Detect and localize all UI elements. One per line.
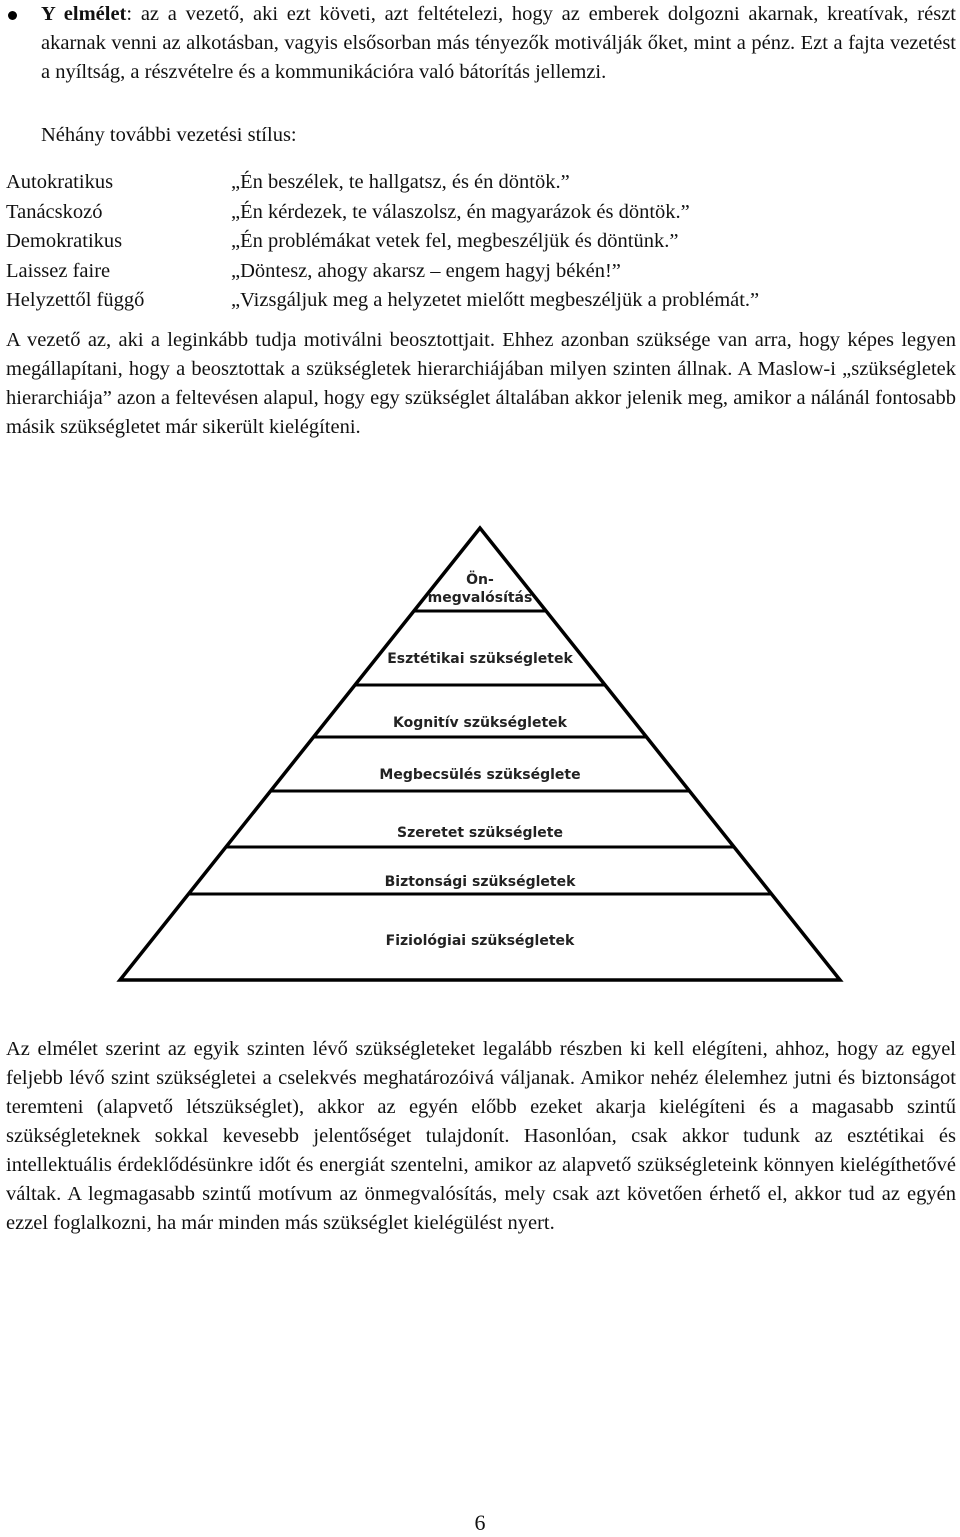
leadership-styles-list — [6, 168, 956, 316]
style-row — [6, 168, 956, 198]
style-quote: „Én problémákat vetek fel, megbeszéljük és döntünk.” — [231, 230, 679, 252]
style-row — [6, 198, 956, 228]
pyramid-top-label-line1: Ön- — [466, 572, 494, 588]
bullet-dot-icon — [8, 11, 17, 20]
style-row — [6, 227, 956, 257]
style-quote: „Döntesz, ahogy akarsz – engem hagyj békén!” — [231, 259, 621, 282]
style-quote: „Én beszélek, te hallgatsz, és én döntök.” — [231, 171, 570, 193]
pyramid-level-label: Kognitív szükségletek — [393, 715, 567, 731]
pyramid-level-label: Biztonsági szükségletek — [384, 874, 576, 890]
pyramid-level-label: Szeretet szükséglete — [397, 825, 563, 841]
page-number: 6 — [474, 1510, 486, 1535]
y-theory-text — [41, 0, 956, 87]
style-quote: „Vizsgáljuk meg a helyzetet mielőtt megbeszéljük a problémát.” — [231, 289, 760, 311]
style-name: Tanácskozó — [6, 200, 103, 223]
pyramid-level-label: Megbecsülés szükséglete — [379, 767, 581, 783]
y-theory-description: : az a vezető, aki ezt követi, azt feltételezi, hogy az emberek dolgozni akarnak, kreatívak, részt akarnak venni az alkotásban, vagyis elsősorban más tényezők motiválják őket, mint a pénz. Ezt a fajta vezetést a nyíltság, a részvételre és a kommunikációra való bátorítás jellemzi. — [41, 3, 956, 83]
pyramid-level-label: Esztétikai szükségletek — [387, 651, 573, 667]
style-name: Demokratikus — [6, 230, 123, 252]
style-quote: „Én kérdezek, te válaszolsz, én magyarázok és döntök.” — [231, 200, 690, 223]
style-row — [6, 286, 956, 316]
y-theory-name: Y elmélet — [41, 3, 127, 25]
maslow-explanation-paragraph: Az elmélet szerint az egyik szinten lévő szükségleteket legalább részben ki kell elégíteni, ahhoz, hogy az egyel feljebb lévő szint szükségletei a cselekvés meghatározóivá váljanak. Amikor nehéz élelemhez jutni és biztonságot teremteni (alapvető létszükséglet), akkor az egyén előbb ezeket akarja kielégíteni és a magasabb szintű szükségleteknek sokkal kevesebb jelentőséget tulajdonít. Hasonlóan, csak akkor tudunk az esztétikai és intellektuális érdeklődésünkre időt és energiát szentelni, amikor az alapvető szükségleteink könnyen kielégíthetővé váltak. A legmagasabb szintű motívum az önmegvalósítás, mely csak azt követően érhető el, akkor tud az egyén ezzel foglalkozni, ha már minden más szükséglet kielégülést nyert. — [6, 1038, 956, 1234]
pyramid-level-label: Fiziológiai szükségletek — [385, 933, 575, 949]
style-name: Laissez faire — [6, 259, 111, 282]
style-row — [6, 257, 956, 287]
maslow-pyramid — [100, 520, 860, 990]
maslow-intro-paragraph: A vezető az, aki a leginkább tudja motiválni beosztottjait. Ehhez azonban szüksége van arra, hogy képes legyen megállapítani, hogy a beosztottak a szükségletek hierarchiájában milyen szinten állnak. A Maslow-i „szükségletek hierarchiája” azon a feltevésen alapul, hogy egy szükséglet általában akkor jelenik meg, amikor a nálánál fontosabb másik szükségletet már sikerült kielégíteni. — [6, 329, 956, 438]
style-name: Helyzettől függő — [6, 289, 145, 311]
styles-intro: Néhány további vezetési stílus: — [41, 124, 297, 146]
style-name: Autokratikus — [6, 171, 114, 193]
pyramid-top-label-line2: megvalósítás — [427, 590, 533, 606]
